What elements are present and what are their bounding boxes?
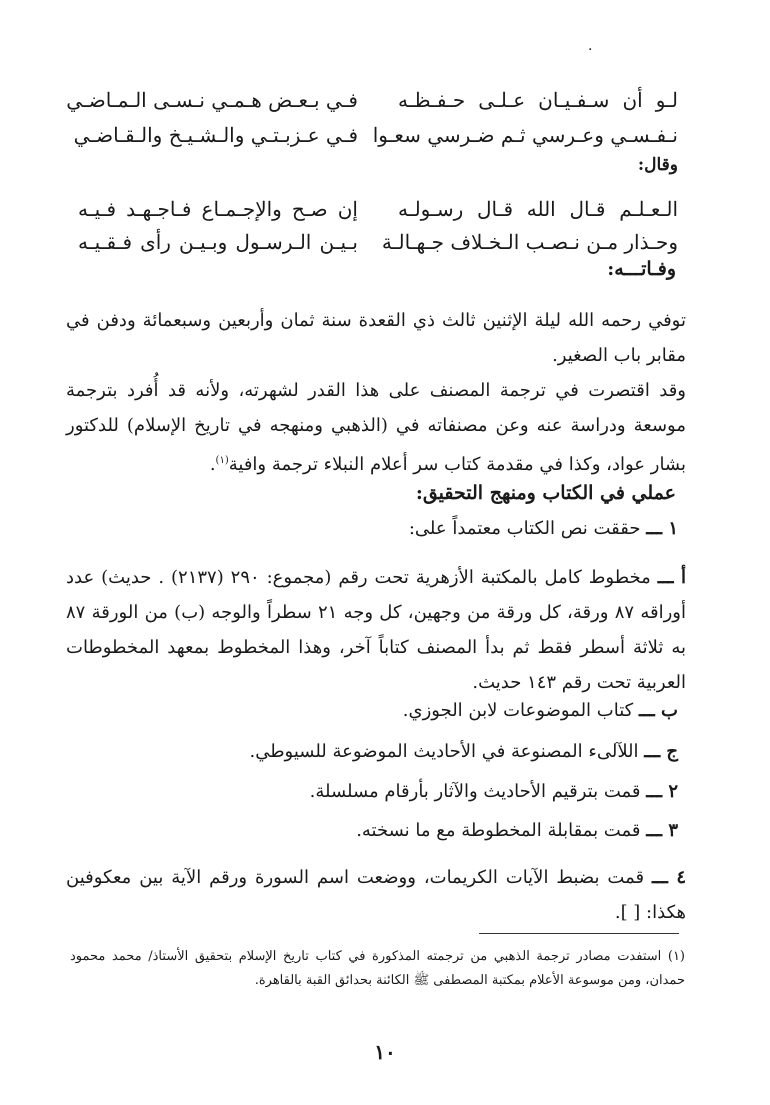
page-mark: . bbox=[588, 38, 593, 54]
footnote-divider bbox=[479, 933, 679, 934]
item-number: أ ـــ bbox=[657, 567, 687, 588]
hemistich: لـو أن سـفـيـان عـلـى حـفـظـه bbox=[398, 88, 678, 112]
list-item bbox=[403, 700, 678, 721]
poem1-verse1 bbox=[66, 88, 678, 122]
item-number: ١ ـــ bbox=[646, 518, 678, 539]
poem1-verse2 bbox=[73, 123, 678, 157]
list-item bbox=[409, 518, 678, 539]
hemistich: إن صـح والإجـمـاع فـاجـهـد فـيـه bbox=[78, 197, 358, 221]
item-text: حققت نص الكتاب معتمداً على: bbox=[408, 518, 641, 539]
footnote-ref: (١) bbox=[215, 455, 229, 466]
item-number: ج ـــ bbox=[644, 741, 678, 762]
hemistich: فـي بـعـض هـمـي نـسـى الـمـاضـي bbox=[66, 88, 358, 112]
work-heading: عملي في الكتاب ومنهج التحقيق: bbox=[415, 482, 676, 504]
item-text: قمت بترقيم الأحاديث والآثار بأرقام مسلسلة. bbox=[309, 781, 641, 802]
said-label: وقال: bbox=[637, 155, 678, 175]
bio-paragraph bbox=[66, 373, 686, 482]
poem2-verse1 bbox=[78, 197, 678, 231]
item-text: اللآلىء المصنوعة في الأحاديث الموضوعة للسيوطي. bbox=[249, 741, 639, 762]
hemistich: نـفـسـي وعـرسي ثـم ضـرسي سعـوا bbox=[372, 123, 678, 147]
footnote: (١) استفدت مصادر ترجمة الذهبي من ترجمته المذكورة في كتاب تاريخ الإسلام بتحقيق الأستاذ/ محمد محمود حمدان، ومن موسوعة الأعلام بمكتبة المصطفى ﷺ الكائنة بحدائق القبة بالقاهرة. bbox=[70, 949, 685, 988]
item-text: قمت بضبط الآيات الكريمات، ووضعت اسم السورة ورقم الآية بين معكوفين هكذا: [ ]. bbox=[66, 867, 686, 923]
poem2-verse2 bbox=[78, 230, 678, 264]
item-number: ٣ ـــ bbox=[646, 820, 678, 841]
item-text: مخطوط كامل بالمكتبة الأزهرية تحت رقم (مجموع: ٢٩٠ (٢١٣٧) . حديث) عدد أوراقه ٨٧ ورقة، كل ورقة من وجهين، كل وجه ٢١ سطراً والوجه (ب) من الورقة ٨٧ به ثلاثة أسطر فقط ثم بدأ المصنف كتاباً آخر، وهذا المخطوط بمعهد المخطوطات العربية تحت رقم ١٤٣ حديث. bbox=[66, 567, 686, 693]
bio-text: وقد اقتصرت في ترجمة المصنف على هذا القدر لشهرته، ولأنه قد أُفرد بترجمة موسعة ودراسة عنه وعن مصنفاته في (الذهبي ومنهجه في تاريخ الإسلام) للدكتور بشار عواد، وكذا في مقدمة كتاب سر أعلام النبلاء ترجمة وافية bbox=[66, 380, 686, 475]
hemistich: الـعـلـم قـال الله قـال رسـولـه bbox=[398, 197, 678, 221]
item-number: ب ـــ bbox=[638, 700, 678, 721]
page-number: ١٠ bbox=[374, 1040, 396, 1064]
death-heading: وفـاتـــه: bbox=[607, 258, 676, 280]
list-item bbox=[66, 560, 686, 700]
item-text: كتاب الموضوعات لابن الجوزي. bbox=[402, 700, 634, 721]
list-item bbox=[250, 741, 679, 762]
item-number: ٢ ـــ bbox=[646, 781, 678, 802]
list-item bbox=[356, 820, 678, 841]
item-text: قمت بمقابلة المخطوطة مع ما نسخته. bbox=[356, 820, 641, 841]
list-item bbox=[310, 781, 678, 802]
item-number: ٤ ـــ bbox=[652, 867, 686, 888]
hemistich: فـي عـزبـتـي والـشـيـخ والـقـاضـي bbox=[73, 123, 358, 147]
hemistich: بـيـن الـرسـول وبـيـن رأى فـقـيـه bbox=[78, 230, 358, 254]
hemistich: وحـذار مـن نـصـب الـخـلاف جـهـالـة bbox=[381, 230, 678, 254]
list-item bbox=[66, 860, 686, 930]
bio-end: . bbox=[209, 454, 216, 475]
death-paragraph: توفي رحمه الله ليلة الإثنين ثالث ذي القعدة سنة ثمان وأربعين وسبعمائة ودفن في مقابر باب الصغير. bbox=[66, 310, 686, 366]
